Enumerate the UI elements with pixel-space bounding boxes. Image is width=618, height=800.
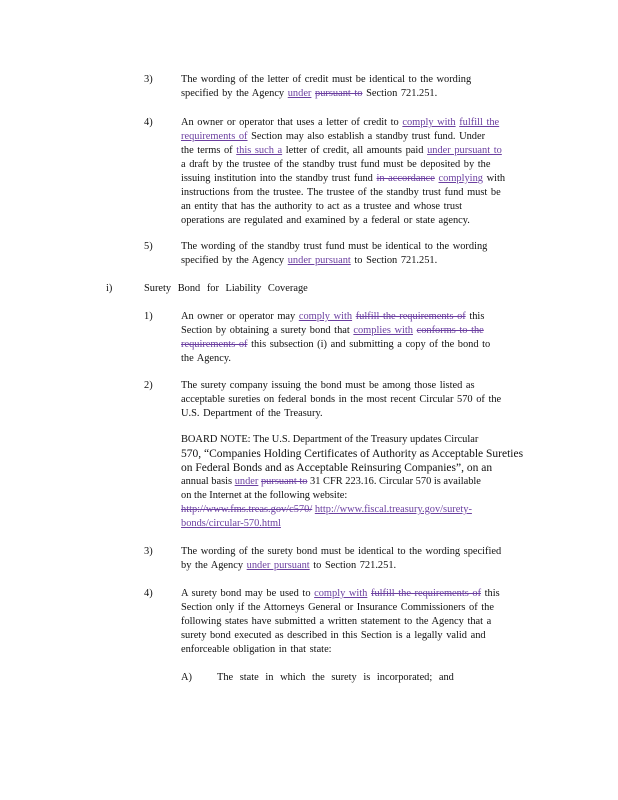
text-line: BOARD NOTE: The U.S. Department of the Treasury updates Circular — [181, 434, 479, 445]
inserted-text: under pursuant to — [427, 145, 502, 156]
subsection-title: Surety Bond for Liability Coverage — [144, 283, 308, 294]
text-line: instructions from the trustee. The trustee of the standby trust fund must be — [181, 187, 501, 198]
paragraph-surety-bond-compliance — [181, 310, 536, 366]
item-number-2: 2) — [144, 380, 153, 391]
text-run: to Section 721.251. — [313, 560, 397, 571]
text-line — [181, 116, 536, 130]
inserted-text: complying — [438, 173, 483, 184]
text-line — [181, 310, 536, 324]
text-run: to Section 721.251. — [354, 255, 438, 266]
text-run: annual basis — [181, 476, 233, 487]
text-run: issuing institution into the standby trust fund — [181, 173, 373, 184]
text-line: the Agency. — [181, 353, 231, 364]
text-line — [181, 324, 536, 338]
inserted-link[interactable]: bonds/circular-570.html — [181, 518, 281, 529]
text-run: A surety bond may be used to — [181, 588, 311, 599]
text-run: An owner or operator may — [181, 311, 296, 322]
inserted-text: this such a — [236, 145, 283, 156]
text-run: letter of credit, all amounts paid — [285, 145, 424, 156]
text-line — [181, 503, 536, 517]
text-line: operations are regulated and examined by a federal or state agency. — [181, 215, 470, 226]
text-line: U.S. Department of the Treasury. — [181, 408, 323, 419]
deleted-text: fulfill the requirements of — [370, 588, 482, 599]
text-line — [181, 87, 536, 101]
text-line: following states have submitted a written statement to the Agency that a — [181, 616, 492, 627]
text-line: The state in which the surety is incorporated; and — [217, 672, 454, 683]
text-line — [181, 144, 536, 158]
text-line: an entity that has the authority to act as a trustee and whose trust — [181, 201, 463, 212]
paragraph-surety-bond-use — [181, 587, 536, 657]
text-run: this subsection (i) and submitting a copy of the bond to — [251, 339, 491, 350]
text-run: by the Agency — [181, 560, 244, 571]
text-line: The wording of the standby trust fund must be identical to the wording — [181, 241, 488, 252]
inserted-link[interactable]: http://www.fiscal.treasury.gov/surety- — [314, 504, 472, 515]
inserted-text: comply with — [314, 588, 368, 599]
paragraph-standby-trust-fund — [181, 116, 536, 228]
text-line: acceptable sureties on federal bonds in the most recent Circular 570 of the — [181, 394, 502, 405]
text-line — [181, 130, 536, 144]
text-line: Section only if the Attorneys General or Insurance Commissioners of the — [181, 602, 494, 613]
text-line — [181, 254, 536, 268]
text-run: Section 721.251. — [366, 88, 438, 99]
text-run: specified by the Agency — [181, 255, 285, 266]
inserted-text: under — [234, 476, 259, 487]
item-number-4b: 4) — [144, 588, 153, 599]
inserted-text: fulfill the — [459, 117, 500, 128]
text-line: The wording of the surety bond must be identical to the wording specified — [181, 546, 502, 557]
text-run: 31 CFR 223.16. Circular 570 is available — [310, 476, 481, 487]
board-note — [181, 433, 536, 531]
text-run: with — [486, 173, 506, 184]
item-number-1: 1) — [144, 311, 153, 322]
inserted-text: complies with — [353, 325, 413, 336]
text-line — [181, 559, 536, 573]
subsection-number-i: i) — [106, 283, 113, 294]
item-number-3b: 3) — [144, 546, 153, 557]
inserted-text: comply with — [402, 117, 456, 128]
paragraph-surety-company — [181, 379, 536, 421]
deleted-link[interactable]: http://www.fms.treas.gov/c570/ — [181, 504, 313, 515]
text-line — [181, 475, 536, 489]
text-run: Section by obtaining a surety bond that — [181, 325, 350, 336]
inserted-text: requirements of — [181, 131, 248, 142]
paragraph-letter-of-credit-wording — [181, 73, 536, 101]
text-run: An owner or operator that uses a letter of credit to — [181, 117, 399, 128]
deleted-text: requirements of — [181, 339, 248, 350]
text-run: this — [469, 311, 485, 322]
text-line: The surety company issuing the bond must be among those listed as — [181, 380, 475, 391]
text-run: the terms of — [181, 145, 233, 156]
text-line — [181, 172, 536, 186]
text-line: surety bond executed as described in this Section is a legally valid and — [181, 630, 486, 641]
deleted-text: in accordance — [376, 173, 435, 184]
deleted-text: conforms to the — [416, 325, 484, 336]
text-line: enforceable obligation in that state: — [181, 644, 332, 655]
deleted-text: fulfill the requirements of — [355, 311, 466, 322]
text-line: The wording of the letter of credit must be identical to the wording — [181, 74, 472, 85]
text-line — [181, 587, 536, 601]
inserted-text: comply with — [298, 311, 353, 322]
text-line: a draft by the trustee of the standby trust fund must be deposited by the — [181, 159, 491, 170]
item-number-5: 5) — [144, 241, 153, 252]
text-line — [181, 338, 536, 352]
inserted-text: under pursuant — [246, 560, 310, 571]
text-line: on Federal Bonds and as Acceptable Reinsuring Companies”, on an — [181, 462, 493, 474]
text-run: Section may also establish a standby trust fund. Under — [251, 131, 486, 142]
paragraph-state-incorporated — [217, 671, 537, 685]
item-number-4: 4) — [144, 117, 153, 128]
inserted-text: under pursuant — [287, 255, 351, 266]
text-run: this — [484, 588, 500, 599]
deleted-text: pursuant to — [260, 476, 308, 487]
text-run: specified by the Agency — [181, 88, 285, 99]
item-number-3: 3) — [144, 74, 153, 85]
text-line: 570, “Companies Holding Certificates of Authority as Acceptable Sureties — [181, 448, 524, 460]
paragraph-surety-bond-wording — [181, 545, 536, 573]
item-letter-a: A) — [181, 672, 192, 683]
inserted-text: under — [287, 88, 312, 99]
text-line: on the Internet at the following website: — [181, 490, 348, 501]
text-line — [181, 517, 536, 531]
paragraph-standby-trust-wording — [181, 240, 536, 268]
deleted-text: pursuant to — [315, 88, 363, 99]
